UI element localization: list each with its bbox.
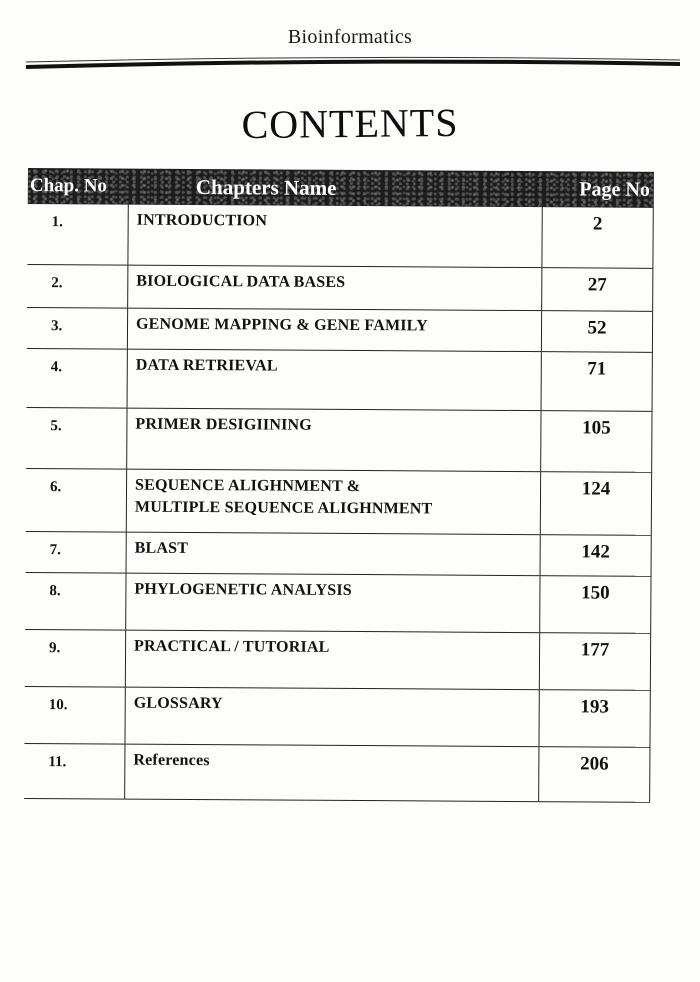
chapter-name-line: GENOME MAPPING & GENE FAMILY	[135, 315, 428, 335]
table-row	[26, 408, 651, 473]
page-number: 124	[581, 478, 611, 500]
header-rule	[26, 54, 680, 74]
chapter-name-line: GLOSSARY	[133, 694, 223, 713]
chapter-name-line: References	[133, 751, 210, 770]
header-chapter-name: Chapters Name	[195, 174, 337, 200]
chapter-name	[125, 631, 540, 690]
running-head: Bioinformatics	[287, 26, 413, 48]
chapter-number: 6.	[50, 479, 62, 496]
table-row	[27, 204, 652, 269]
chapter-name	[125, 574, 540, 633]
page-number: 52	[587, 317, 607, 339]
chapter-number: 5.	[50, 418, 62, 435]
chapter-name	[127, 205, 542, 268]
chapter-name	[124, 688, 539, 747]
chapter-name-line: MULTIPLE SEQUENCE ALIGHNMENT	[134, 498, 433, 518]
chapter-name	[126, 409, 541, 472]
page-title: CONTENTS	[241, 99, 459, 148]
chapter-name	[126, 470, 541, 535]
chapter-name	[127, 266, 542, 311]
chapter-name-line: PHYLOGENETIC ANALYSIS	[134, 580, 352, 599]
chapter-number: 9.	[49, 640, 61, 657]
chapter-name	[127, 309, 542, 352]
header-page-no: Page No	[579, 177, 650, 201]
table-row	[27, 308, 652, 353]
page-number: 142	[581, 541, 610, 563]
table-row	[25, 630, 650, 691]
chapter-name	[126, 533, 541, 576]
table-row	[26, 469, 651, 536]
chapter-name-line: INTRODUCTION	[136, 211, 268, 230]
chapter-number: 7.	[49, 542, 61, 559]
page-number: 105	[582, 417, 611, 439]
table-row	[27, 265, 652, 312]
table-row	[25, 573, 650, 634]
table-header	[28, 168, 654, 208]
header-chapter-no: Chap. No	[29, 175, 108, 197]
chapter-name-line: BIOLOGICAL DATA BASES	[136, 272, 346, 291]
chapter-name-line: SEQUENCE ALIGHNMENT &	[135, 476, 361, 496]
page-number: 206	[580, 753, 609, 775]
page-number: 177	[580, 639, 610, 661]
page-number: 27	[587, 274, 607, 296]
chapter-name	[127, 350, 542, 411]
chapter-name-line: PRIMER DESIGIINING	[135, 415, 313, 434]
chapter-number: 1.	[51, 214, 63, 231]
table-body	[24, 204, 654, 803]
chapter-number: 3.	[50, 318, 63, 335]
chapter-name	[124, 745, 539, 802]
chapter-name-line: DATA RETRIEVAL	[135, 356, 278, 375]
chapter-number: 10.	[48, 697, 68, 714]
chapter-number: 2.	[51, 275, 63, 292]
chapter-number: 11.	[48, 754, 67, 771]
page-number: 2	[592, 213, 603, 235]
chapter-name-line: PRACTICAL / TUTORIAL	[134, 637, 330, 656]
chapter-number: 8.	[49, 583, 61, 600]
contents-table	[24, 168, 654, 803]
chapter-name-line: BLAST	[134, 539, 189, 557]
table-row	[24, 744, 649, 803]
table-row	[24, 687, 649, 748]
chapter-number: 4.	[50, 359, 63, 376]
page-number: 193	[580, 696, 610, 718]
table-row	[26, 532, 651, 577]
page-number: 150	[581, 582, 610, 604]
table-row	[27, 349, 652, 412]
page-number: 71	[587, 358, 607, 380]
